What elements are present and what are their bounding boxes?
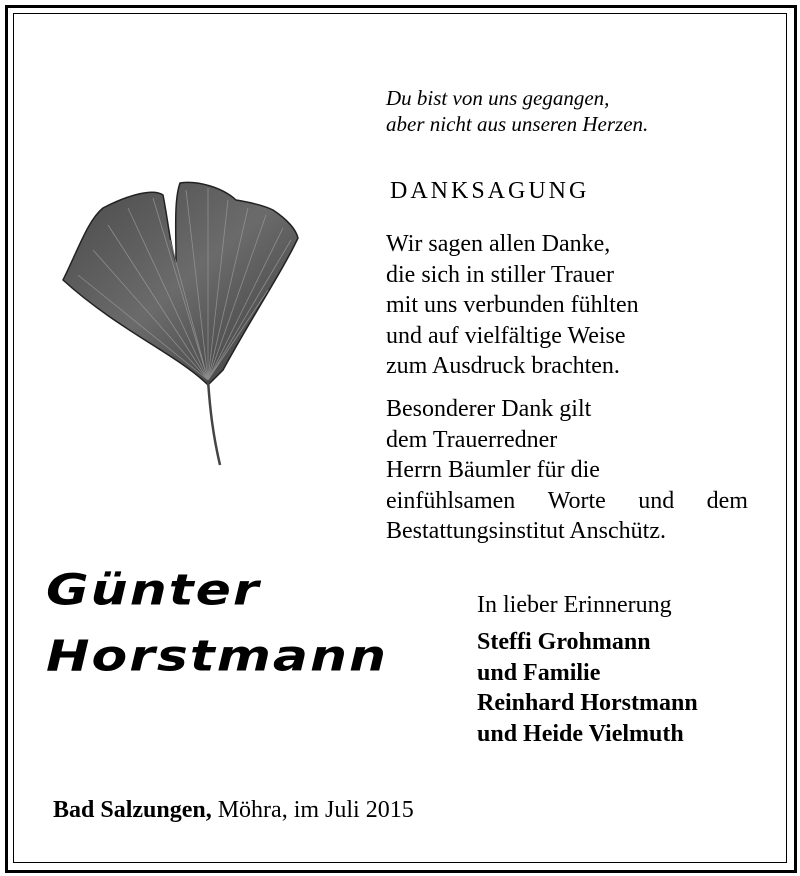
signer-line: Steffi Grohmann xyxy=(477,629,651,655)
signature-names xyxy=(477,627,698,749)
ginkgo-leaf-icon xyxy=(58,180,303,470)
signer-line: und Familie xyxy=(477,659,601,686)
signature-intro: In lieber Erinnerung xyxy=(477,592,672,618)
text-line: Herrn Bäumler für die xyxy=(386,457,600,483)
motto xyxy=(386,85,648,137)
text-line: Bestattungsinstitut Anschütz. xyxy=(386,518,666,544)
text-line: Besonderer Dank gilt xyxy=(386,396,592,422)
deceased-last-name: Horstmann xyxy=(46,632,389,682)
signer-line: und Heide Vielmuth xyxy=(477,720,684,747)
word: dem xyxy=(706,487,748,514)
word: und xyxy=(638,487,675,514)
text-line: mit uns verbunden fühlten xyxy=(386,292,639,318)
text-line: die sich in stiller Trauer xyxy=(386,261,614,288)
thanks-paragraph xyxy=(386,229,639,382)
special-thanks-paragraph xyxy=(386,394,748,547)
deceased-first-name: Günter xyxy=(46,566,261,616)
place-bold: Bad Salzungen, xyxy=(53,797,212,823)
motto-line: aber nicht aus unseren Herzen. xyxy=(386,112,649,136)
place-date: Möhra, im Juli 2015 xyxy=(211,797,414,823)
word: einfühlsamen xyxy=(386,487,516,514)
text-line-justified xyxy=(386,486,748,517)
word: Worte xyxy=(547,487,606,514)
text-line: dem Trauerredner xyxy=(386,426,558,453)
signer-line: Reinhard Horstmann xyxy=(477,690,698,716)
text-line: Wir sagen allen Danke, xyxy=(386,231,611,257)
heading-danksagung: DANKSAGUNG xyxy=(390,178,590,204)
text-line: und auf vielfältige Weise xyxy=(386,322,626,349)
text-line: zum Ausdruck brachten. xyxy=(386,353,620,379)
motto-line: Du bist von uns gegangen, xyxy=(386,86,610,110)
place-date-line xyxy=(53,797,414,824)
